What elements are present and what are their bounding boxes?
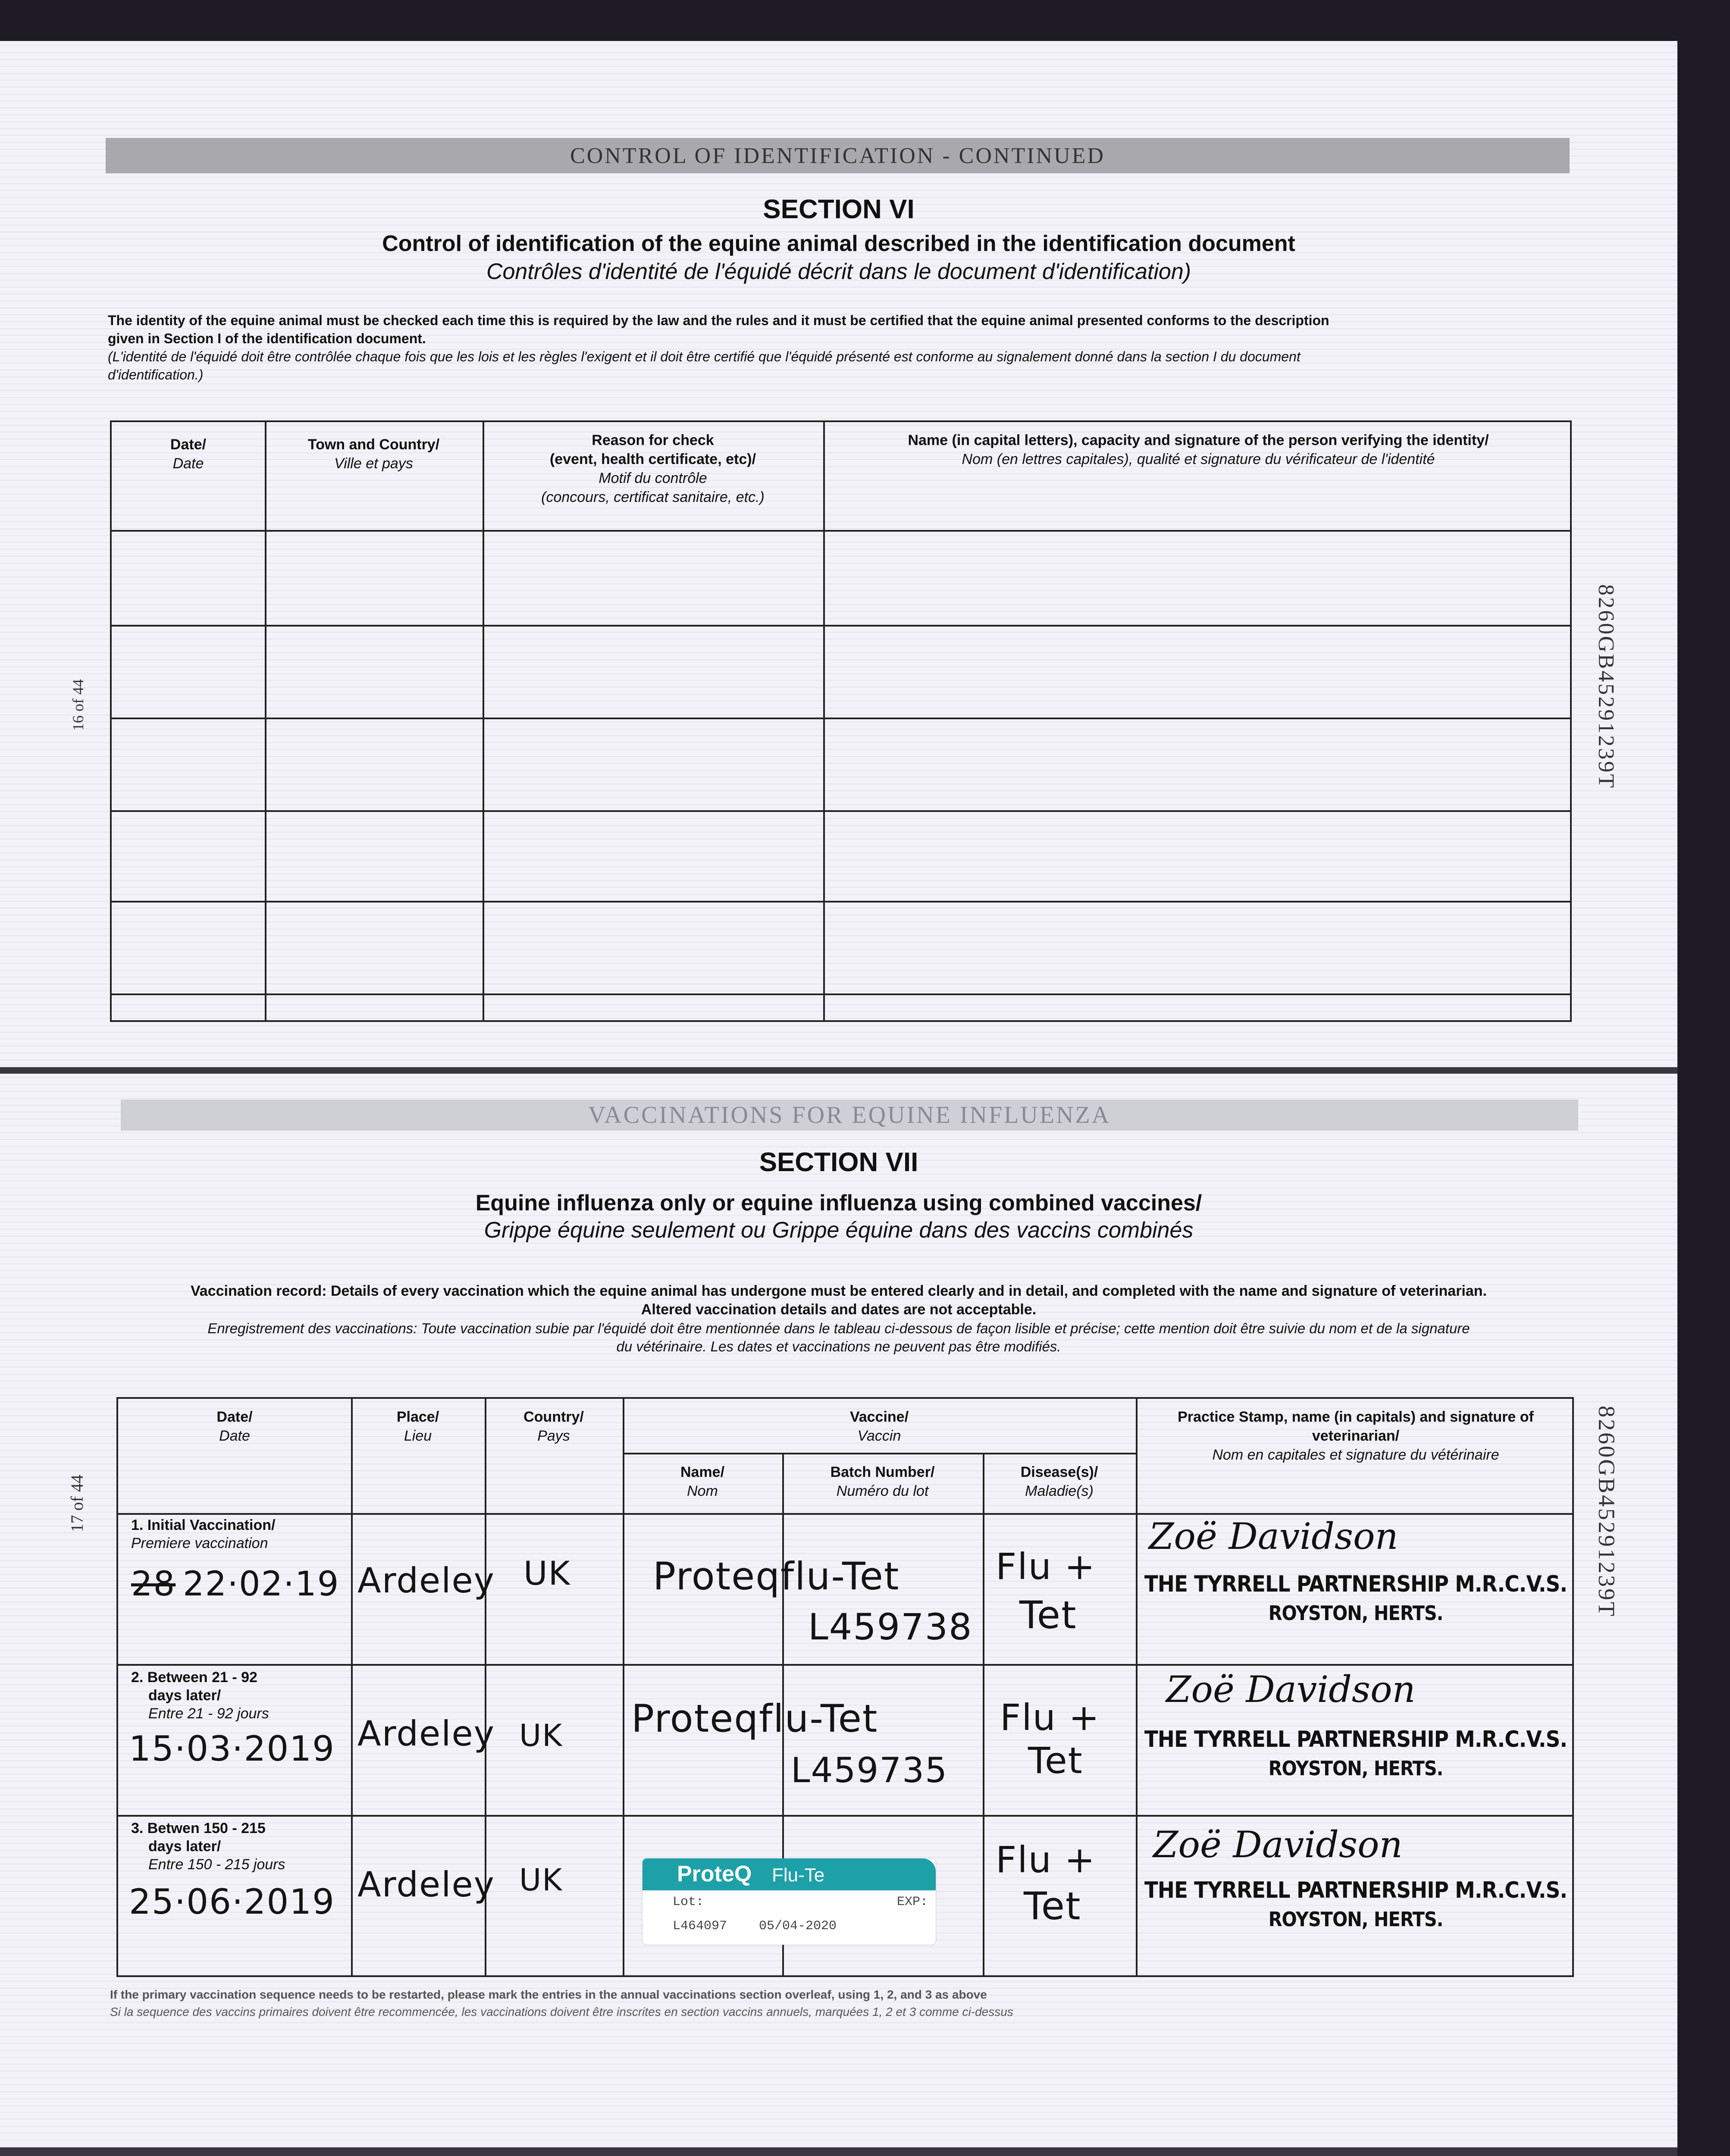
page-number: 16 of 44 [69,679,87,731]
col-disease: Disease(s)/ Maladie(s) [1020,1464,1098,1499]
banner-text: CONTROL OF IDENTIFICATION - CONTINUED [570,143,1105,168]
row-3-date: 25·06·2019 [129,1882,335,1922]
row-2-signature: Zoë Davidson [1166,1668,1416,1711]
row-2-vaccine-name: Proteqflu-Tet [631,1696,878,1741]
col-date: Date/ Date [170,436,207,472]
footnote-fr: Si la sequence des vaccins primaires doivent être recommencée, les vaccinations doivent être inscrites en section vaccins annuels, marquées 1, 2 et 3 comme ci-dessus [110,2005,1013,2018]
intro-fr-line1: (L'identité de l'équidé doit être contrôlée chaque fois que les lois et les règles l'exigent et il doit être certifié que l'équidé présenté est conforme au signalement donné dans la section I du document [108,349,1301,364]
sticker-lot-label: Lot: [673,1895,704,1909]
record-en-line2: Altered vaccination details and dates are not acceptable. [641,1301,1037,1318]
col-verifier: Name (in capital letters), capacity and signature of the person verifying the identity/ Nom (en lettres capitales), qualité et signature du vérificateur de l'identité [908,432,1489,467]
section-title: SECTION VII [759,1147,918,1177]
section-heading-fr: Contrôles d'identité de l'équidé décrit dans le document d'identification) [486,259,1191,284]
row-1-label: 1. Initial Vaccination/ Premiere vaccination [131,1517,276,1551]
sticker-exp: 05/04-2020 [759,1919,837,1934]
identification-table [110,420,1572,1022]
row-1-country: UK [523,1554,571,1592]
intro-en-line1: The identity of the equine animal must be checked each time this is required by the law and the rules and it must be certified that the equine animal presented conforms to the description [108,313,1329,328]
col-country: Country/ Pays [523,1409,584,1444]
row-2-date: 15·03·2019 [129,1729,335,1769]
page-16 [0,41,1677,1067]
row-2-stamp-line1: THE TYRRELL PARTNERSHIP M.R.C.V.S. [1144,1727,1567,1752]
row-3-place: Ardeley [357,1865,495,1905]
vaccine-batch-sticker [642,1858,936,1945]
sticker-brand: ProteQ [677,1861,752,1887]
page-17 [0,1074,1677,2147]
section-heading-fr: Grippe équine seulement ou Grippe équine dans des vaccins combinés [484,1218,1194,1243]
row-1-place: Ardeley [357,1561,495,1601]
row-2-disease-2: Tet [1028,1739,1083,1782]
section-banner [121,1100,1578,1131]
row-3-disease-1: Flu + [996,1839,1096,1881]
book-cover-top [0,0,1730,41]
row-1-stamp-line2: ROYSTON, HERTS. [1268,1601,1443,1625]
row-3-stamp-line2: ROYSTON, HERTS. [1268,1908,1443,1931]
record-fr-line2: du vétérinaire. Les dates et vaccinations ne peuvent pas être modifiés. [616,1338,1061,1354]
record-en-line1: Vaccination record: Details of every vaccination which the equine animal has undergone must be entered clearly and in detail, and completed with the name and signature of veterinarian. [191,1283,1487,1299]
row-2-place: Ardeley [357,1714,495,1754]
intro-en-line2: given in Section I of the identification document. [108,331,426,346]
col-batch: Batch Number/ Numéro du lot [830,1464,935,1499]
section-heading-en: Control of identification of the equine animal described in the identification document [382,231,1295,256]
row-2-stamp-line2: ROYSTON, HERTS. [1268,1757,1443,1780]
page-number: 17 of 44 [67,1475,87,1532]
sticker-exp-label: EXP: [897,1895,928,1909]
row-1-signature: Zoë Davidson [1149,1515,1398,1557]
row-2-country: UK [519,1718,563,1753]
row-1-disease-1: Flu + [996,1545,1096,1588]
row-1-date: 22·02·19 [183,1565,340,1604]
section-title: SECTION VI [763,194,915,224]
col-stamp: Practice Stamp, name (in capitals) and signature of veterinarian/ Nom en capitales et signature du vétérinaire [1178,1409,1534,1463]
passport-number: 8260GB45291239T [1594,1406,1620,1618]
row-3-disease-2: Tet [1024,1884,1081,1928]
footnote-en: If the primary vaccination sequence needs to be restarted, please mark the entries in the annual vaccinations section overleaf, using 1, 2, and 3 as above [110,1988,987,2001]
col-vaccine: Vaccine/ Vaccin [849,1409,909,1444]
record-fr-line1: Enregistrement des vaccinations: Toute vaccination subie par l'équidé doit être mentionnée dans le tableau ci-dessous de façon lisible et précise; cette mention doit être suivie du nom et de la signature [207,1320,1470,1336]
passport-number: 8260GB45291239T [1594,584,1618,790]
row-2-label: 2. Between 21 - 92 days later/ Entre 21 - 92 jours [131,1669,269,1722]
row-2-batch: L459735 [791,1750,948,1790]
col-date: Date/ Date [216,1409,253,1444]
sticker-lot: L464097 [673,1919,727,1934]
row-1-date-struck: 28 [131,1565,176,1604]
row-3-signature: Zoë Davidson [1153,1824,1403,1866]
intro-fr-line2: d'identification.) [108,367,204,382]
row-1-vaccine-name: Proteqflu-Tet [653,1554,900,1598]
row-1-batch: L459738 [808,1606,973,1648]
section-heading-en: Equine influenza only or equine influenza using combined vaccines/ [475,1191,1202,1216]
section-banner [106,138,1570,173]
col-place: Place/ Lieu [396,1409,439,1444]
row-3-country: UK [519,1862,563,1898]
book-cover-right [1677,0,1730,2156]
sticker-product: Flu-Te [772,1865,825,1886]
row-3-stamp-line1: THE TYRRELL PARTNERSHIP M.R.C.V.S. [1144,1877,1567,1903]
row-3-label: 3. Betwen 150 - 215 days later/ Entre 150 - 215 jours [131,1820,285,1873]
row-2-disease-1: Flu + [1000,1696,1100,1739]
banner-text: VACCINATIONS FOR EQUINE INFLUENZA [588,1102,1111,1128]
row-1-disease-2: Tet [1019,1593,1077,1637]
row-1-stamp-line1: THE TYRRELL PARTNERSHIP M.R.C.V.S. [1144,1571,1567,1597]
col-vaccine-name: Name/ Nom [680,1464,725,1499]
col-reason: Reason for check (event, health certificate, etc)/ Motif du contrôle (concours, certificat sanitaire, etc.) [541,432,765,505]
col-town: Town and Country/ Ville et pays [307,436,440,472]
